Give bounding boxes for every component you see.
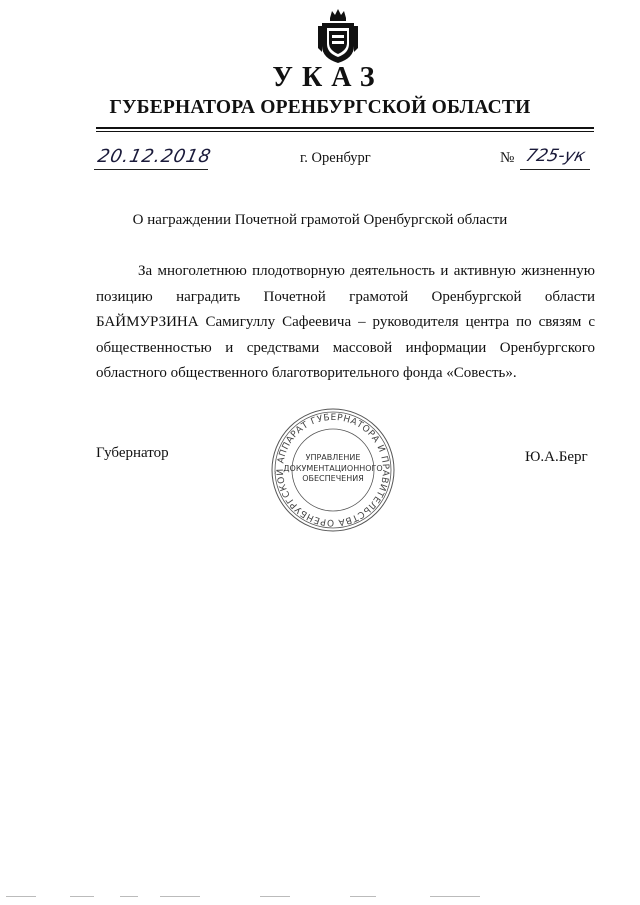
header-rule-thin bbox=[96, 131, 594, 132]
seal-line-1: УПРАВЛЕНИЕ bbox=[305, 453, 361, 462]
city-label: г. Оренбург bbox=[300, 150, 371, 166]
orenburg-coat-of-arms-icon bbox=[316, 8, 360, 66]
number-value: 725-ук bbox=[523, 146, 588, 166]
document-subtitle: ГУБЕРНАТОРА ОРЕНБУРГСКОЙ ОБЛАСТИ bbox=[109, 97, 531, 118]
decree-body: За многолетнюю плодотворную деятельность и активную жизненную позицию наградить Почетной грамотой Оренбургской области БАЙМУРЗИНА Самигуллу Сафеевича – руководителя центра по связям с общественностью и средствами массовой информации Оренбургского областного общественного благотворительного фонда «Совесть». bbox=[96, 263, 595, 381]
seal-ring-text: АППАРАТ ГУБЕРНАТОРА И ПРАВИТЕЛЬСТВА ОРЕНБУРГСКОЙ bbox=[275, 412, 391, 528]
number-field bbox=[520, 146, 596, 174]
date-value: 20.12.2018 bbox=[95, 146, 214, 167]
seal-line-2: ДОКУМЕНТАЦИОННОГО bbox=[283, 463, 383, 473]
number-label: № bbox=[500, 150, 515, 166]
date-field bbox=[94, 146, 214, 174]
header-rule-thick bbox=[96, 127, 594, 129]
footer-scan-marks bbox=[0, 896, 640, 900]
number-underline bbox=[520, 169, 590, 170]
document-title: УКАЗ bbox=[272, 62, 384, 93]
signer-name: Ю.А.Берг bbox=[525, 449, 588, 465]
signer-title: Губернатор bbox=[96, 445, 169, 461]
official-seal bbox=[268, 405, 398, 535]
seal-inner-text bbox=[268, 453, 398, 485]
seal-line-3: ОБЕСПЕЧЕНИЯ bbox=[302, 474, 364, 483]
decree-heading: О награждении Почетной грамотой Оренбургской области bbox=[132, 212, 508, 228]
date-underline bbox=[94, 169, 208, 170]
